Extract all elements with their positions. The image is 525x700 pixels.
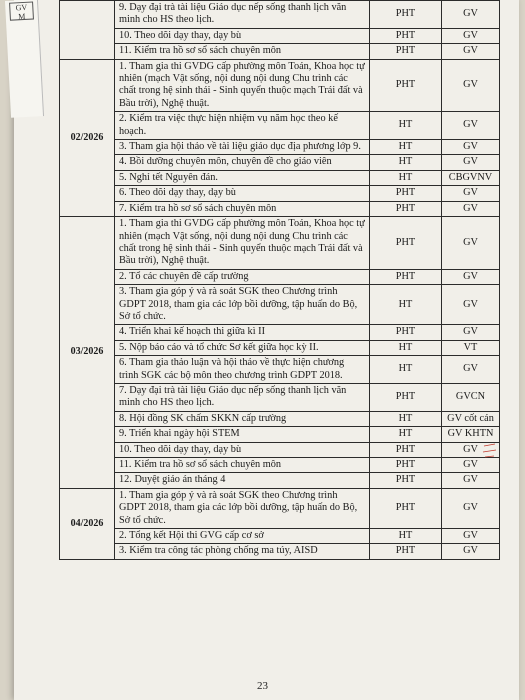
- executor-cell: GV: [442, 112, 500, 140]
- executor-cell: GV cốt cán: [442, 411, 500, 426]
- task-content: 1. Tham gia thi GVDG cấp phường môn Toán, Khoa học tự nhiên (mạch Vật sống, nội dung nội dung Chu trình các chất trong hệ sinh thái - Sinh quyển thuộc mạch Trái đất và Bầu trời), Nghệ thuật.: [115, 59, 370, 112]
- executor-cell: GV: [442, 325, 500, 340]
- responsible-cell: PHT: [370, 201, 442, 216]
- executor-cell: GV: [442, 529, 500, 544]
- table-row: [60, 529, 500, 544]
- task-content: 4. Bồi dưỡng chuyên môn, chuyên đề cho giáo viên: [115, 155, 370, 170]
- task-content: 2. Kiểm tra việc thực hiện nhiệm vụ năm học theo kế hoạch.: [115, 112, 370, 140]
- executor-cell: GV: [442, 201, 500, 216]
- month-cell: 04/2026: [60, 488, 115, 559]
- table-row: [60, 488, 500, 528]
- corner-tab: [9, 1, 34, 20]
- task-content: 9. Triển khai ngày hội STEM: [115, 427, 370, 442]
- table-row: [60, 383, 500, 411]
- document-page: [14, 0, 519, 700]
- responsible-cell: HT: [370, 427, 442, 442]
- task-content: 11. Kiểm tra hồ sơ sổ sách chuyên môn: [115, 458, 370, 473]
- responsible-cell: PHT: [370, 1, 442, 29]
- table-row: [60, 411, 500, 426]
- table-row: [60, 28, 500, 43]
- table-row: [60, 217, 500, 270]
- table-row: [60, 442, 500, 457]
- executor-cell: GV: [442, 59, 500, 112]
- table-row: [60, 285, 500, 325]
- table-row: [60, 186, 500, 201]
- executor-cell: GV: [442, 217, 500, 270]
- responsible-cell: PHT: [370, 186, 442, 201]
- table-row: [60, 112, 500, 140]
- responsible-cell: PHT: [370, 488, 442, 528]
- task-content: 1. Tham gia góp ý và rà soát SGK theo Chương trình GDPT 2018, tham gia các lớp bồi dưỡng, tập huấn do Bộ, Sở tổ chức.: [115, 488, 370, 528]
- executor-cell: GV: [442, 488, 500, 528]
- responsible-cell: PHT: [370, 59, 442, 112]
- table-row: [60, 427, 500, 442]
- responsible-cell: PHT: [370, 44, 442, 59]
- task-content: 2. Tổng kết Hội thi GVG cấp cơ sở: [115, 529, 370, 544]
- task-content: 7. Kiểm tra hồ sơ sổ sách chuyên môn: [115, 201, 370, 216]
- responsible-cell: HT: [370, 411, 442, 426]
- responsible-cell: HT: [370, 170, 442, 185]
- executor-cell: GV: [442, 140, 500, 155]
- responsible-cell: HT: [370, 155, 442, 170]
- task-content: 2. Tổ các chuyên đề cấp trường: [115, 269, 370, 284]
- executor-cell: GV: [442, 356, 500, 384]
- responsible-cell: HT: [370, 356, 442, 384]
- month-cell-empty: [60, 1, 115, 60]
- task-content: 3. Tham gia hội thảo về tài liệu giáo dục địa phương lớp 9.: [115, 140, 370, 155]
- table-row: [60, 269, 500, 284]
- corner-tab-line1: GV: [15, 2, 28, 13]
- table-row: [60, 140, 500, 155]
- task-content: 3. Tham gia góp ý và rà soát SGK theo Chương trình GDPT 2018, tham gia các lớp bồi dưỡng, tập huấn do Bộ, Sở tổ chức.: [115, 285, 370, 325]
- responsible-cell: PHT: [370, 473, 442, 488]
- responsible-cell: PHT: [370, 544, 442, 559]
- table-row: [60, 544, 500, 559]
- task-content: 6. Tham gia thảo luận và hội thảo về thực hiện chương trình SGK các bộ môn theo chương trình GDPT 2018.: [115, 356, 370, 384]
- table-row: [60, 155, 500, 170]
- task-content: 7. Dạy đại trà tài liệu Giáo dục nếp sống thanh lịch văn minh cho HS theo lịch.: [115, 383, 370, 411]
- table-row: [60, 356, 500, 384]
- task-content: 11. Kiểm tra hồ sơ sổ sách chuyên môn: [115, 44, 370, 59]
- task-content: 8. Hội đồng SK chấm SKKN cấp trường: [115, 411, 370, 426]
- executor-cell: CBGVNV: [442, 170, 500, 185]
- responsible-cell: HT: [370, 285, 442, 325]
- task-content: 10. Theo dõi dạy thay, dạy bù: [115, 28, 370, 43]
- table-row: [60, 325, 500, 340]
- executor-cell: GV: [442, 44, 500, 59]
- task-content: 5. Nghỉ tết Nguyên đán.: [115, 170, 370, 185]
- table-row: [60, 59, 500, 112]
- executor-cell: GV: [442, 28, 500, 43]
- executor-cell: GV: [442, 155, 500, 170]
- executor-cell: GV: [442, 544, 500, 559]
- responsible-cell: PHT: [370, 325, 442, 340]
- task-content: 9. Dạy đại trà tài liệu Giáo dục nếp sống thanh lịch văn minh cho HS theo lịch.: [115, 1, 370, 29]
- table-row: [60, 1, 500, 29]
- responsible-cell: HT: [370, 140, 442, 155]
- task-content: 3. Kiểm tra công tác phòng chống ma túy, AISD: [115, 544, 370, 559]
- corner-tab-line2: M: [18, 11, 26, 22]
- responsible-cell: PHT: [370, 269, 442, 284]
- executor-cell: GV KHTN: [442, 427, 500, 442]
- table-row: [60, 170, 500, 185]
- executor-cell: GV: [442, 186, 500, 201]
- task-content: 10. Theo dõi dạy thay, dạy bù: [115, 442, 370, 457]
- table-row: [60, 340, 500, 355]
- executor-cell: GVCN: [442, 383, 500, 411]
- page-number: 23: [257, 680, 268, 692]
- executor-cell: GV: [442, 442, 500, 457]
- executor-cell: GV: [442, 473, 500, 488]
- task-content: 6. Theo dõi dạy thay, dạy bù: [115, 186, 370, 201]
- responsible-cell: PHT: [370, 442, 442, 457]
- pen-mark: [481, 440, 499, 470]
- executor-cell: GV: [442, 285, 500, 325]
- executor-cell: GV: [442, 1, 500, 29]
- table-row: [60, 201, 500, 216]
- responsible-cell: PHT: [370, 217, 442, 270]
- task-content: 4. Triển khai kế hoạch thi giữa kì II: [115, 325, 370, 340]
- executor-cell: GV: [442, 458, 500, 473]
- table-row: [60, 44, 500, 59]
- responsible-cell: HT: [370, 529, 442, 544]
- task-content: 1. Tham gia thi GVDG cấp phường môn Toán, Khoa học tự nhiên (mạch Vật sống, nội dung nội dung Chu trình các chất trong hệ sinh thái - Sinh quyển thuộc mạch Trái đất và Bầu trời), Nghệ thuật.: [115, 217, 370, 270]
- table-row: [60, 473, 500, 488]
- task-content: 12. Duyệt giáo án tháng 4: [115, 473, 370, 488]
- responsible-cell: HT: [370, 112, 442, 140]
- executor-cell: GV: [442, 269, 500, 284]
- task-content: 5. Nộp báo cáo và tổ chức Sơ kết giữa học kỳ II.: [115, 340, 370, 355]
- plan-table: [59, 0, 500, 560]
- table-row: [60, 458, 500, 473]
- adjacent-page-corner: [5, 0, 44, 118]
- responsible-cell: HT: [370, 340, 442, 355]
- executor-cell: VT: [442, 340, 500, 355]
- responsible-cell: PHT: [370, 383, 442, 411]
- month-cell: 02/2026: [60, 59, 115, 216]
- month-cell: 03/2026: [60, 217, 115, 489]
- responsible-cell: PHT: [370, 458, 442, 473]
- responsible-cell: PHT: [370, 28, 442, 43]
